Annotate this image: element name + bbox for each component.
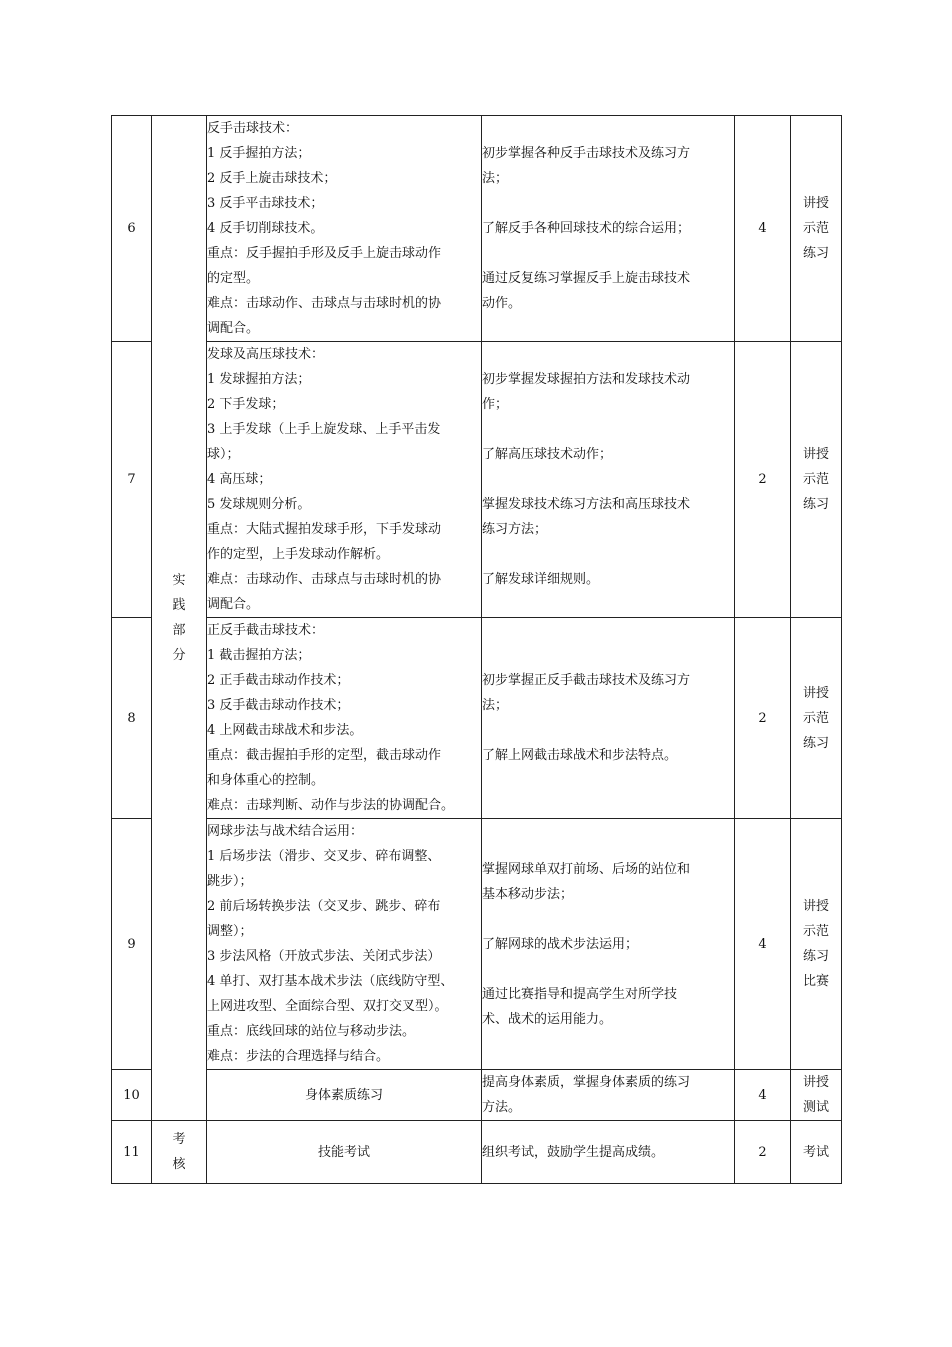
lesson-goals: 组织考试，鼓励学生提高成绩。 <box>482 1121 735 1184</box>
row-number: 10 <box>112 1070 152 1121</box>
teaching-method: 讲授 示范 练习 <box>791 116 842 342</box>
lesson-hours: 4 <box>735 116 791 342</box>
row-number: 11 <box>112 1121 152 1184</box>
lesson-goals: 掌握网球单双打前场、后场的站位和 基本移动步法； 了解网球的战术步法运用； 通过比赛指导和提高学生对所学技 术、战术的运用能力。 <box>482 819 735 1070</box>
section-exam: 考 核 <box>152 1121 207 1184</box>
table-row <box>112 819 842 1070</box>
lesson-goals: 初步掌握各种反手击球技术及练习方 法； 了解反手各种回球技术的综合运用； 通过反复练习掌握反手上旋击球技术 动作。 <box>482 116 735 342</box>
table-row <box>112 342 842 618</box>
table-row <box>112 618 842 819</box>
lesson-content: 正反手截击球技术： 1 截击握拍方法； 2 正手截击球动作技术； 3 反手截击球动作技术； 4 上网截击球战术和步法。 重点：截击握拍手形的定型，截击球动作 和身体重心的控制。 难点：击球判断、动作与步法的协调配合。 <box>207 618 482 819</box>
row-number: 8 <box>112 618 152 819</box>
lesson-goals: 初步掌握正反手截击球技术及练习方 法； 了解上网截击球战术和步法特点。 <box>482 618 735 819</box>
lesson-goals: 提高身体素质，掌握身体素质的练习 方法。 <box>482 1070 735 1121</box>
teaching-method: 讲授 示范 练习 <box>791 618 842 819</box>
lesson-content: 发球及高压球技术： 1 发球握拍方法； 2 下手发球； 3 上手发球（上手上旋发球、上手平击发 球）； 4 高压球； 5 发球规则分析。 重点：大陆式握拍发球手形，下手发球动 作的定型，上手发球动作解析。 难点：击球动作、击球点与击球时机的协 调配合。 <box>207 342 482 618</box>
lesson-hours: 4 <box>735 1070 791 1121</box>
table-row <box>112 1121 842 1184</box>
row-number: 9 <box>112 819 152 1070</box>
lesson-hours: 2 <box>735 1121 791 1184</box>
lesson-content: 身体素质练习 <box>207 1070 482 1121</box>
syllabus-table <box>111 115 842 1184</box>
lesson-goals: 初步掌握发球握拍方法和发球技术动 作； 了解高压球技术动作； 掌握发球技术练习方法和高压球技术 练习方法； 了解发球详细规则。 <box>482 342 735 618</box>
lesson-hours: 2 <box>735 342 791 618</box>
table-row <box>112 1070 842 1121</box>
table-row <box>112 116 842 342</box>
lesson-content: 网球步法与战术结合运用： 1 后场步法（滑步、交叉步、碎布调整、 跳步）； 2 前后场转换步法（交叉步、跳步、碎布 调整）； 3 步法风格（开放式步法、关闭式步法） 4 单打、双打基本战术步法（底线防守型、 上网进攻型、全面综合型、双打交叉型）。 重点：底线回球的站位与移动步法。 难点：步法的合理选择与结合。 <box>207 819 482 1070</box>
row-number: 7 <box>112 342 152 618</box>
lesson-content: 技能考试 <box>207 1121 482 1184</box>
section-practice: 实 践 部 分 <box>152 116 207 1121</box>
teaching-method: 讲授 示范 练习 <box>791 342 842 618</box>
row-number: 6 <box>112 116 152 342</box>
teaching-method: 讲授 示范 练习 比赛 <box>791 819 842 1070</box>
lesson-content: 反手击球技术： 1 反手握拍方法； 2 反手上旋击球技术； 3 反手平击球技术； 4 反手切削球技术。 重点：反手握拍手形及反手上旋击球动作 的定型。 难点：击球动作、击球点与击球时机的协 调配合。 <box>207 116 482 342</box>
teaching-method: 讲授 测试 <box>791 1070 842 1121</box>
lesson-hours: 4 <box>735 819 791 1070</box>
lesson-hours: 2 <box>735 618 791 819</box>
teaching-method: 考试 <box>791 1121 842 1184</box>
